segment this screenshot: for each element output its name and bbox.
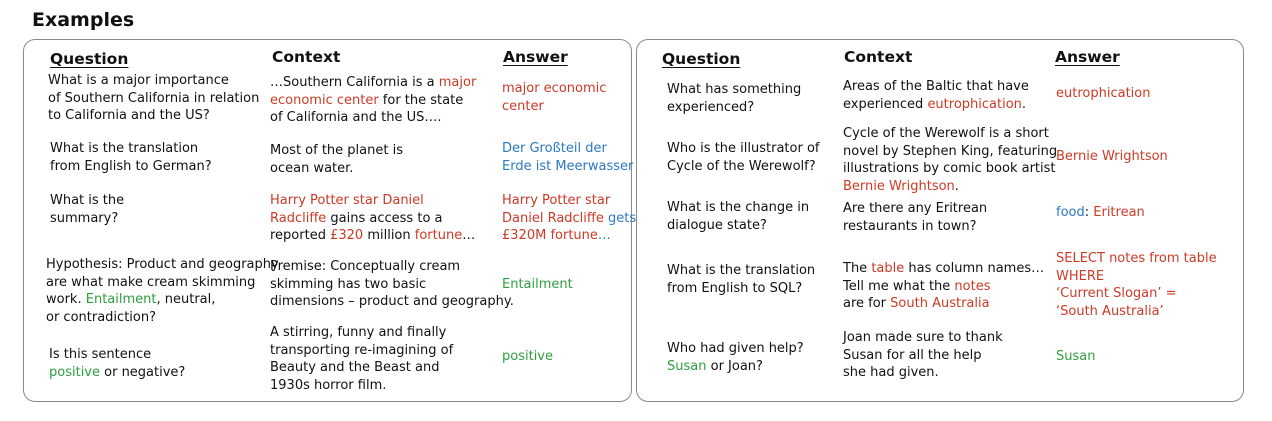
- left-row-5-question: [49, 346, 185, 381]
- text-line: [843, 125, 1057, 143]
- highlighted-span: notes: [954, 278, 991, 294]
- text-line: [1056, 250, 1217, 268]
- text-line: [667, 262, 815, 280]
- highlighted-span: Radcliffe: [270, 210, 327, 226]
- text-line: [49, 364, 185, 382]
- text-line: [843, 200, 987, 218]
- text-line: [1056, 285, 1217, 303]
- text-span: of California and the US….: [270, 110, 442, 125]
- text-line: [502, 348, 553, 366]
- text-span: Joan made sure to thank: [843, 330, 1003, 345]
- text-line: [270, 109, 476, 127]
- text-line: [667, 280, 815, 298]
- right-row-5-answer: [1056, 348, 1095, 366]
- text-span: Cycle of the Werewolf?: [667, 158, 816, 174]
- left-row-3-question: [50, 192, 124, 227]
- text-span: .: [1021, 96, 1027, 112]
- text-line: [270, 324, 453, 342]
- highlighted-span: eutrophication: [1056, 86, 1151, 101]
- highlighted-span: food: [1056, 205, 1085, 220]
- text-span: :: [1084, 205, 1094, 220]
- text-line: [1056, 303, 1217, 321]
- text-span: What is the change in: [667, 200, 810, 215]
- text-span: gains access to a: [326, 210, 443, 226]
- highlighted-span: positive: [502, 349, 553, 364]
- right-row-5-question: [667, 340, 804, 375]
- text-line: [843, 143, 1057, 161]
- text-line: [48, 90, 259, 108]
- text-span: are what make cream skimming: [46, 274, 256, 290]
- text-span: transporting re-imagining of: [270, 342, 454, 358]
- right-row-3-question: [667, 199, 809, 234]
- text-line: [667, 140, 819, 158]
- text-line: [50, 140, 212, 158]
- text-line: [843, 218, 987, 236]
- text-span: skimming has two basic: [270, 276, 427, 292]
- right-row-3-answer: [1056, 204, 1145, 222]
- highlighted-span: South Australia: [890, 296, 990, 311]
- highlighted-span: Erde ist Meerwasser: [502, 158, 634, 174]
- left-row-2-answer: [502, 140, 633, 175]
- highlighted-span: Susan: [667, 358, 707, 374]
- text-span: or contradiction?: [46, 309, 156, 325]
- highlighted-span: Entailment: [85, 292, 157, 307]
- left-answer-header: Answer: [503, 48, 568, 66]
- text-line: [46, 256, 279, 274]
- text-line: [270, 293, 514, 311]
- highlighted-span: Eritrean: [1093, 205, 1145, 220]
- text-line: [46, 291, 279, 309]
- text-line: [270, 377, 453, 395]
- text-line: [843, 278, 1044, 296]
- text-span: or Joan?: [706, 358, 763, 374]
- left-row-3-answer: [502, 192, 636, 245]
- text-span: dialogue state?: [667, 217, 767, 233]
- text-span: summary?: [50, 210, 119, 226]
- text-span: .: [954, 178, 959, 194]
- right-examples-panel: [636, 39, 1244, 402]
- highlighted-span: Daniel Radcliffe: [502, 210, 604, 226]
- text-line: [502, 210, 636, 228]
- right-row-4-answer: [1056, 250, 1217, 320]
- text-line: [46, 274, 279, 292]
- text-span: million: [363, 228, 415, 243]
- highlighted-span: center: [502, 98, 544, 114]
- highlighted-span: economic center: [270, 92, 379, 108]
- text-span: dimensions – product and geography.: [270, 294, 514, 309]
- text-span: Hypothesis: Product and geography: [46, 257, 279, 272]
- examples-title: Examples: [32, 9, 135, 31]
- right-row-1-question: [667, 81, 801, 116]
- left-row-5-context: [270, 324, 453, 394]
- right-answer-header: Answer: [1055, 48, 1120, 66]
- text-line: [1056, 348, 1095, 366]
- text-line: [48, 107, 259, 125]
- text-line: [1056, 268, 1217, 286]
- left-context-header: Context: [272, 48, 341, 66]
- highlighted-span: SELECT notes from table: [1056, 251, 1217, 266]
- left-row-4-context: [270, 258, 514, 311]
- text-span: What has something: [667, 82, 802, 97]
- text-line: [502, 227, 636, 245]
- right-row-1-context: [843, 78, 1029, 113]
- text-line: [50, 158, 212, 176]
- text-span: The: [843, 261, 872, 276]
- right-row-2-question: [667, 140, 819, 175]
- highlighted-span: Entailment: [502, 277, 573, 292]
- text-line: [843, 347, 1003, 365]
- right-context-header: Context: [844, 48, 913, 66]
- text-span: from English to German?: [50, 158, 212, 174]
- text-span: are for: [843, 296, 891, 311]
- text-span: Who is the illustrator of: [667, 141, 820, 156]
- text-span: Are there any Eritrean: [843, 201, 988, 216]
- highlighted-span: fortune: [414, 228, 463, 243]
- right-question-header: Question: [662, 50, 741, 68]
- text-line: [502, 98, 606, 116]
- text-line: [46, 309, 279, 327]
- text-line: [270, 192, 475, 210]
- text-line: [50, 210, 124, 228]
- text-span: illustrations by comic book artist: [843, 161, 1056, 176]
- text-span: Premise: Conceptually cream: [270, 259, 461, 274]
- text-span: Tell me what the: [843, 278, 955, 294]
- left-row-1-question: [48, 72, 259, 125]
- text-line: [843, 160, 1057, 178]
- text-span: , neutral,: [156, 292, 216, 307]
- highlighted-span: gets: [603, 210, 637, 226]
- highlighted-span: fortune: [550, 228, 598, 243]
- text-line: [502, 80, 606, 98]
- text-line: [667, 340, 804, 358]
- highlighted-span: ‘Current Slogan’ =: [1056, 286, 1177, 301]
- right-row-3-context: [843, 200, 987, 235]
- text-span: for the state: [378, 92, 464, 108]
- text-span: novel by Stephen King, featuring: [843, 143, 1058, 159]
- highlighted-span: Der Großteil der: [502, 141, 607, 156]
- text-line: [502, 158, 633, 176]
- text-line: [270, 142, 403, 160]
- text-line: [843, 96, 1029, 114]
- text-line: [843, 260, 1044, 278]
- text-line: [843, 364, 1003, 382]
- text-line: [270, 342, 453, 360]
- left-row-2-context: [270, 142, 403, 177]
- text-span: …: [462, 228, 476, 243]
- text-span: 1930s horror film.: [270, 377, 387, 393]
- right-row-4-context: [843, 260, 1044, 313]
- text-line: [50, 192, 124, 210]
- text-span: A stirring, funny and finally: [270, 325, 447, 340]
- text-line: [270, 74, 476, 92]
- text-line: [667, 199, 809, 217]
- right-row-4-question: [667, 262, 815, 297]
- highlighted-span: Harry Potter star: [502, 193, 611, 208]
- highlighted-span: £320M: [502, 228, 547, 243]
- left-examples-panel: [23, 39, 637, 402]
- text-line: [843, 78, 1029, 96]
- text-line: [270, 276, 514, 294]
- text-span: or negative?: [100, 364, 186, 380]
- text-span: of Southern California in relation: [48, 90, 260, 106]
- text-span: What is the translation: [50, 141, 199, 156]
- text-span: What is the: [50, 193, 125, 208]
- text-line: [667, 81, 801, 99]
- text-span: reported: [270, 228, 331, 243]
- left-row-4-answer: [502, 276, 573, 294]
- highlighted-span: major: [438, 75, 477, 90]
- text-span: has column names…: [904, 261, 1045, 276]
- text-span: she had given.: [843, 365, 939, 380]
- highlighted-span: table: [871, 261, 905, 276]
- text-span: Most of the planet is: [270, 143, 403, 158]
- highlighted-span: major economic: [502, 81, 607, 96]
- left-question-header: Question: [50, 50, 129, 68]
- text-span: Beauty and the Beast and: [270, 360, 440, 375]
- text-line: [843, 295, 1044, 313]
- text-line: [1056, 148, 1168, 166]
- text-line: [270, 258, 514, 276]
- text-line: [667, 217, 809, 235]
- text-span: work.: [46, 292, 86, 307]
- text-span: What is the translation: [667, 263, 816, 278]
- text-line: [1056, 204, 1145, 222]
- highlighted-span: Susan: [1056, 349, 1096, 364]
- left-row-1-answer: [502, 80, 606, 115]
- text-line: [270, 359, 453, 377]
- left-row-1-context: [270, 74, 476, 127]
- highlighted-span: eutrophication: [927, 96, 1022, 112]
- left-row-4-question: [46, 256, 279, 326]
- text-line: [843, 178, 1057, 196]
- text-line: [1056, 85, 1150, 103]
- right-row-2-answer: [1056, 148, 1168, 166]
- left-row-3-context: [270, 192, 475, 245]
- highlighted-span: WHERE: [1056, 268, 1105, 284]
- left-row-2-question: [50, 140, 212, 175]
- text-line: [49, 346, 185, 364]
- text-line: [667, 158, 819, 176]
- text-line: [502, 192, 636, 210]
- text-line: [667, 99, 801, 117]
- text-span: Areas of the Baltic that have: [843, 79, 1029, 94]
- highlighted-span: positive: [49, 364, 100, 380]
- text-line: [502, 140, 633, 158]
- text-line: [270, 160, 403, 178]
- text-line: [667, 358, 804, 376]
- text-span: restaurants in town?: [843, 218, 977, 234]
- text-span: to California and the US?: [48, 108, 210, 123]
- highlighted-span: Bernie Wrightson: [1056, 149, 1168, 164]
- left-row-5-answer: [502, 348, 553, 366]
- text-line: [270, 210, 475, 228]
- highlighted-span: Harry Potter star Daniel: [270, 193, 424, 208]
- highlighted-span: £320: [330, 228, 364, 243]
- text-line: [502, 276, 573, 294]
- text-span: Is this sentence: [49, 347, 152, 362]
- text-span: Susan for all the help: [843, 347, 982, 363]
- highlighted-span: ‘South Australia’: [1056, 303, 1164, 319]
- text-span: Cycle of the Werewolf is a short: [843, 126, 1049, 141]
- text-line: [48, 72, 259, 90]
- highlighted-span: Bernie Wrightson: [843, 178, 955, 194]
- right-row-1-answer: [1056, 85, 1150, 103]
- text-line: [270, 227, 475, 245]
- text-span: experienced?: [667, 99, 755, 115]
- right-row-2-context: [843, 125, 1057, 195]
- text-line: [843, 329, 1003, 347]
- text-span: from English to SQL?: [667, 280, 803, 296]
- text-span: …Southern California is a: [270, 75, 439, 90]
- text-span: Who had given help?: [667, 341, 804, 356]
- text-span: experienced: [843, 96, 928, 112]
- text-span: ocean water.: [270, 160, 354, 176]
- right-row-5-context: [843, 329, 1003, 382]
- text-line: [270, 92, 476, 110]
- text-span: What is a major importance: [48, 73, 229, 88]
- highlighted-span: …: [597, 228, 611, 243]
